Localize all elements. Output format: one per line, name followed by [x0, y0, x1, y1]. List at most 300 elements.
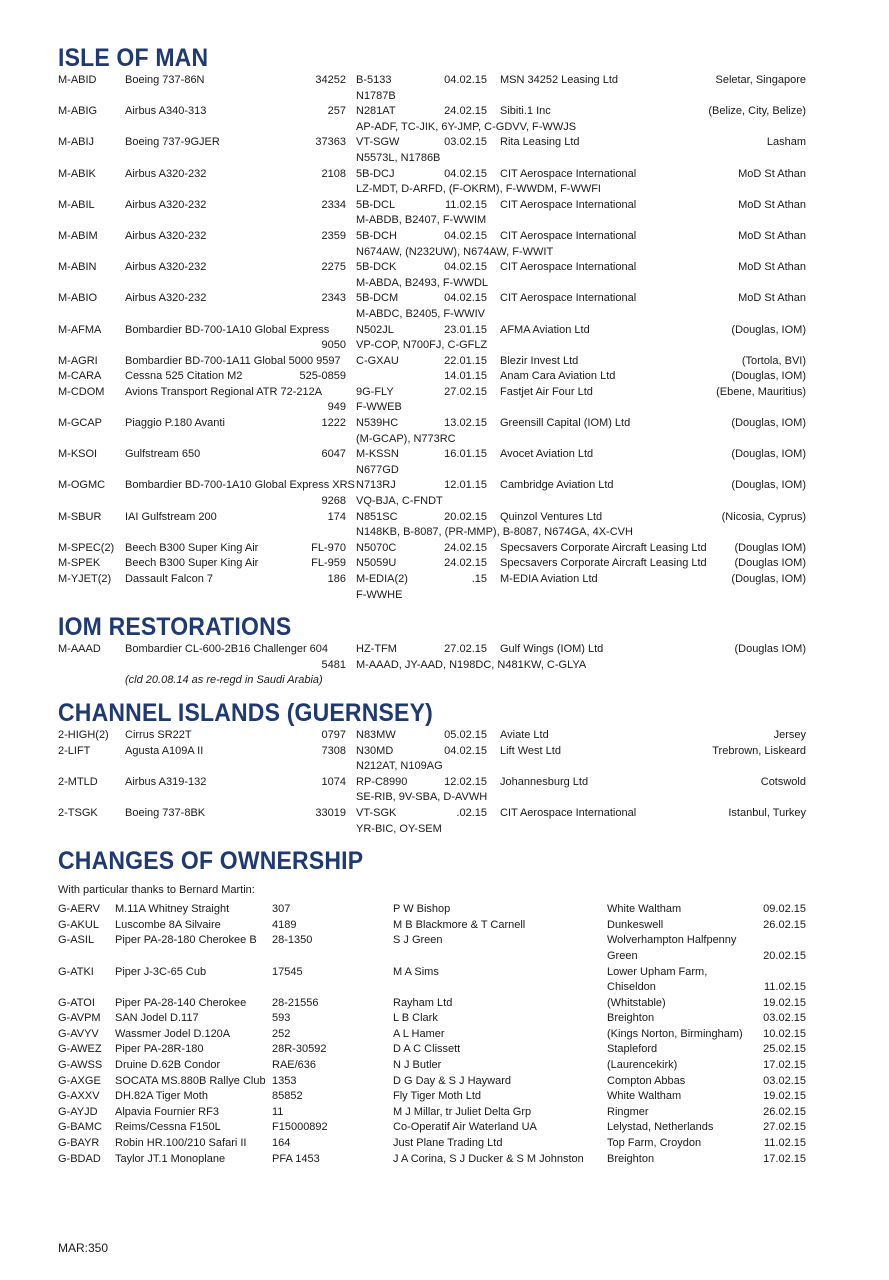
registration: M-SPEK	[58, 557, 101, 570]
previous-identities: AP-ADF, TC-JIK, 6Y-JMP, C-GDVV, F-WWJS	[356, 120, 577, 133]
constructor-number: 34252	[315, 74, 346, 86]
location: (Douglas IOM)	[734, 557, 806, 570]
location: Ringmer	[607, 1105, 649, 1118]
aircraft-type: Airbus A320-232	[125, 261, 207, 274]
owner: Cambridge Aviation Ltd	[500, 479, 614, 492]
previous-identity: N30MD	[356, 744, 394, 757]
registration: M-YJET(2)	[58, 573, 112, 585]
owner-location	[500, 369, 806, 385]
aircraft-type: Gulfstream 650	[125, 448, 201, 461]
constructor-number: 11	[272, 1105, 284, 1118]
owner: L B Clark	[393, 1012, 438, 1025]
registration: G-AKUL	[58, 918, 99, 931]
registration-date: 04.02.15	[444, 167, 487, 180]
aircraft-type: Bombardier BD-700-1A11 Global 5000 9597	[125, 354, 341, 367]
location: Breighton	[607, 1012, 655, 1025]
registration-date: 12.02.15	[444, 775, 487, 788]
previous-identity: B-5133	[356, 74, 392, 86]
owner: Avocet Aviation Ltd	[500, 448, 594, 461]
owner: Rita Leasing Ltd	[500, 136, 580, 149]
aircraft-type: Bombardier BD-700-1A10 Global Express XRS	[125, 479, 355, 492]
section-title: IOM RESTORATIONS	[58, 613, 292, 642]
owner: Blezir Invest Ltd	[500, 354, 579, 367]
registration-date: 14.01.15	[444, 370, 487, 383]
previous-identity: N502JL	[356, 323, 394, 336]
registration: G-ASIL	[58, 934, 95, 947]
location: Jersey	[773, 728, 806, 741]
previous-identity: N5070C	[356, 541, 397, 554]
constructor-number: 0797	[321, 728, 346, 741]
registration: M-CARA	[58, 370, 102, 383]
register-entry	[58, 104, 806, 135]
constructor-number: 174	[327, 510, 346, 523]
registration: M-OGMC	[58, 479, 106, 492]
constructor-number: 2334	[321, 198, 346, 211]
register-entry	[58, 642, 806, 689]
registration-date: 04.02.15	[444, 261, 487, 274]
previous-identities: (M-GCAP), N773RC	[356, 432, 456, 445]
previous-identity: HZ-TFM	[356, 643, 397, 656]
spacer	[272, 949, 393, 965]
change-date: 20.02.15	[763, 949, 806, 962]
registration-date: 13.02.15	[444, 417, 487, 430]
register-entry	[58, 806, 806, 837]
owner: Greensill Capital (IOM) Ltd	[500, 417, 631, 430]
register-entry	[58, 73, 806, 104]
owner-location	[500, 260, 806, 276]
location: Istanbul, Turkey	[728, 806, 806, 819]
constructor-number: 593	[272, 1012, 291, 1025]
constructor-number: 6047	[321, 448, 346, 461]
aircraft-type: Avions Transport Regional ATR 72-212A	[125, 385, 323, 398]
registration: M-KSOI	[58, 448, 98, 461]
registration: G-BAYR	[58, 1137, 100, 1150]
constructor-number: 9268	[321, 495, 346, 508]
aircraft-type: IAI Gulfstream 200	[125, 510, 217, 523]
owner: J A Corina, S J Ducker & S M Johnston	[393, 1152, 584, 1165]
registration: M-ABIJ	[58, 136, 95, 149]
previous-identities: M-ABDB, B2407, F-WWIM	[356, 214, 487, 227]
registration: G-AWSS	[58, 1059, 103, 1072]
previous-identity: 5B-DCL	[356, 198, 396, 211]
registration: 2-MTLD	[58, 775, 98, 788]
location: (Ebene, Mauritius)	[716, 385, 806, 398]
change-date: 17.02.15	[763, 1152, 806, 1165]
previous-identity	[356, 369, 440, 385]
owner-location	[500, 167, 806, 183]
location: (Nicosia, Cyprus)	[721, 510, 806, 523]
owner-location	[500, 291, 806, 307]
register-entry	[58, 323, 806, 354]
previous-identity: 5B-DCH	[356, 229, 397, 242]
owner: M A Sims	[393, 965, 439, 978]
registration-date: .02.15	[456, 806, 487, 819]
location: Cotswold	[760, 775, 806, 788]
previous-identities: N674AW, (N232UW), N674AW, F-WWIT	[356, 245, 554, 258]
section-title: CHANNEL ISLANDS (GUERNSEY)	[58, 698, 433, 727]
registration: G-AWEZ	[58, 1043, 102, 1056]
location: Lasham	[766, 136, 806, 149]
previous-identity: VT-SGW	[356, 136, 400, 149]
spacer	[393, 949, 607, 965]
constructor-number: 1353	[272, 1074, 297, 1087]
constructor-number: 1222	[321, 417, 346, 430]
previous-identities: VQ-BJA, C-FNDT	[356, 495, 443, 508]
constructor-number: 949	[327, 401, 346, 414]
owner-location	[500, 541, 806, 557]
location: Lower Upham Farm,	[607, 965, 708, 978]
aircraft-type: Wassmer Jodel D.120A	[115, 1027, 231, 1040]
aircraft-type: Cessna 525 Citation M2	[125, 370, 243, 383]
location: (Whitstable)	[607, 996, 666, 1009]
registration-date: 23.01.15	[444, 323, 487, 336]
register-entry	[58, 229, 806, 260]
constructor-number: 2108	[321, 167, 346, 180]
constructor-number: 252	[272, 1027, 291, 1040]
change-date: 03.02.15	[763, 1012, 806, 1025]
change-date: 25.02.15	[763, 1043, 806, 1056]
owner: Fly Tiger Moth Ltd	[393, 1090, 482, 1103]
register-list	[58, 642, 806, 689]
owner-location	[500, 416, 806, 432]
constructor-number: 5481	[321, 658, 346, 671]
constructor-number: 307	[272, 903, 291, 916]
registration-date: 11.02.15	[444, 198, 487, 211]
previous-identities: N148KB, B-8087, (PR-MMP), B-8087, N674GA, 4X-CVH	[356, 526, 633, 539]
registration: M-ABIK	[58, 167, 96, 180]
owner: N J Butler	[393, 1059, 442, 1072]
aircraft-type: Beech B300 Super King Air	[125, 541, 259, 554]
previous-identity: C-GXAU	[356, 354, 399, 367]
registration-date: 24.02.15	[444, 541, 487, 554]
registration-date: 04.02.15	[444, 292, 487, 305]
constructor-number: 2275	[321, 261, 346, 274]
constructor-number: 37363	[315, 136, 346, 149]
aircraft-type: Airbus A320-232	[125, 229, 207, 242]
register-entry	[58, 354, 806, 370]
register-entry	[58, 167, 806, 198]
previous-identities: F-WWEB	[356, 401, 402, 414]
aircraft-type: Piper PA-28-140 Cherokee	[115, 996, 247, 1009]
change-date: 10.02.15	[763, 1027, 806, 1040]
previous-identity: 5B-DCM	[356, 292, 399, 305]
previous-identity: 5B-DCK	[356, 261, 397, 274]
location: Trebrown, Liskeard	[712, 744, 806, 757]
register-entry	[58, 556, 806, 572]
register-entry	[58, 510, 806, 541]
previous-identities: M-AAAD, JY-AAD, N198DC, N481KW, C-GLYA	[356, 658, 587, 671]
change-date: 27.02.15	[763, 1121, 806, 1134]
constructor-number: FL-970	[311, 541, 346, 554]
register-entry	[58, 775, 806, 806]
owner: CIT Aerospace International	[500, 229, 637, 242]
registration: G-AERV	[58, 903, 100, 916]
aircraft-type: Piper J-3C-65 Cub	[115, 965, 207, 978]
previous-identity: 9G-FLY	[356, 385, 394, 398]
previous-identities: F-WWHE	[356, 588, 403, 601]
location: Breighton	[607, 1152, 655, 1165]
location: (Douglas, IOM)	[731, 417, 806, 430]
owner-location	[500, 323, 806, 339]
previous-identities: N5573L, N1786B	[356, 151, 441, 164]
owner: MSN 34252 Leasing Ltd	[500, 74, 619, 86]
location: MoD St Athan	[738, 229, 806, 242]
spacer	[393, 980, 607, 996]
registration: M-AGRI	[58, 354, 98, 367]
register-entry	[58, 541, 806, 557]
registration-date: 16.01.15	[444, 448, 487, 461]
aircraft-type: Boeing 737-9GJER	[125, 136, 220, 149]
previous-identity: N83MW	[356, 728, 396, 741]
section-isle-of-man	[58, 44, 806, 603]
owner: Specsavers Corporate Aircraft Leasing Ltd	[500, 541, 707, 554]
change-date: 17.02.15	[763, 1059, 806, 1072]
owner: M B Blackmore & T Carnell	[393, 918, 526, 931]
constructor-number: 186	[327, 573, 346, 585]
change-date: 26.02.15	[763, 918, 806, 931]
change-date: 11.02.15	[763, 981, 806, 994]
constructor-number: 257	[327, 105, 346, 118]
constructor-number: 17545	[272, 965, 303, 978]
previous-identities: YR-BIC, OY-SEM	[356, 822, 442, 835]
register-entry	[58, 291, 806, 322]
aircraft-type: Robin HR.100/210 Safari II	[115, 1137, 247, 1150]
aircraft-type: SAN Jodel D.117	[115, 1012, 199, 1025]
aircraft-type: Airbus A340-313	[125, 105, 207, 118]
constructor-number: 525-0859	[299, 370, 346, 383]
constructor-number: 33019	[315, 806, 346, 819]
location: Lelystad, Netherlands	[607, 1121, 714, 1134]
owner-location	[500, 198, 806, 214]
registration-date: 04.02.15	[444, 74, 487, 86]
aircraft-type: Piaggio P.180 Avanti	[125, 417, 225, 430]
aircraft-type: Piper PA-28R-180	[115, 1043, 204, 1056]
owner: Fastjet Air Four Ltd	[500, 385, 593, 398]
section-title: CHANGES OF OWNERSHIP	[58, 847, 364, 876]
registration-date: 27.02.15	[444, 643, 487, 656]
owner: CIT Aerospace International	[500, 167, 637, 180]
registration: 2-LIFT	[58, 744, 91, 757]
owner-location	[500, 572, 806, 588]
registration-date: 04.02.15	[444, 229, 487, 242]
owner: S J Green	[393, 934, 443, 947]
aircraft-type: Boeing 737-86N	[125, 74, 205, 86]
aircraft-type: Dassault Falcon 7	[125, 573, 214, 585]
constructor-number: 2359	[321, 229, 346, 242]
owner-location	[500, 478, 806, 494]
owner: Aviate Ltd	[500, 728, 549, 741]
section-ownership	[58, 847, 806, 1167]
aircraft-type: M.11A Whitney Straight	[115, 903, 230, 916]
owner-location	[500, 510, 806, 526]
aircraft-type: Bombardier CL-600-2B16 Challenger 604	[125, 643, 329, 656]
register-entry	[58, 260, 806, 291]
registration-date: 22.01.15	[444, 354, 487, 367]
registration: G-ATKI	[58, 965, 94, 978]
location: (Belize, City, Belize)	[708, 105, 806, 118]
previous-identity: VT-SGK	[356, 806, 397, 819]
owner-location	[500, 556, 806, 572]
location: (Tortola, BVI)	[741, 354, 806, 367]
owner: Co-Operatif Air Waterland UA	[393, 1121, 537, 1134]
registration-date: 20.02.15	[444, 510, 487, 523]
register-entry	[58, 478, 806, 509]
registration: G-BDAD	[58, 1152, 101, 1165]
constructor-number: 1074	[321, 775, 346, 788]
registration: 2-TSGK	[58, 806, 98, 819]
registration: M-ABIG	[58, 105, 98, 118]
location: (Douglas, IOM)	[731, 370, 806, 383]
previous-identity: N281AT	[356, 105, 396, 118]
owner: M-EDIA Aviation Ltd	[500, 573, 598, 585]
owner: CIT Aerospace International	[500, 806, 637, 819]
note: (cld 20.08.14 as re-regd in Saudi Arabia)	[125, 674, 323, 687]
location: Compton Abbas	[607, 1074, 686, 1087]
location: Green	[607, 949, 638, 962]
owner-location	[500, 229, 806, 245]
registration: M-ABIM	[58, 229, 98, 242]
aircraft-type: Airbus A320-232	[125, 292, 207, 305]
spacer	[272, 980, 393, 996]
register-entry	[58, 572, 806, 603]
change-date	[757, 965, 806, 981]
previous-identity: N851SC	[356, 510, 398, 523]
owner: Sibiti.1 Inc	[500, 105, 551, 118]
register-entry	[58, 416, 806, 447]
location: (Douglas, IOM)	[731, 448, 806, 461]
owner: Gulf Wings (IOM) Ltd	[500, 643, 604, 656]
owner-location	[500, 135, 806, 151]
owner-location	[500, 354, 806, 370]
previous-identities: SE-RIB, 9V-SBA, D-AVWH	[356, 791, 488, 804]
register-entry	[58, 369, 806, 385]
section-title: ISLE OF MAN	[58, 44, 209, 72]
registration: G-ATOI	[58, 996, 95, 1009]
register-list	[58, 728, 806, 837]
constructor-number: 28-21556	[272, 996, 319, 1009]
location: Chiseldon	[607, 981, 656, 994]
owner: Rayham Ltd	[393, 996, 453, 1009]
register-entry	[58, 447, 806, 478]
location: (Douglas, IOM)	[731, 323, 806, 336]
owner-location	[500, 728, 806, 744]
owner: CIT Aerospace International	[500, 261, 637, 274]
location: MoD St Athan	[738, 198, 806, 211]
owner-location	[500, 806, 806, 822]
location: Seletar, Singapore	[715, 74, 806, 86]
registration: G-AVYV	[58, 1027, 99, 1040]
constructor-number: 28-1350	[272, 934, 313, 947]
owner-location	[500, 744, 806, 760]
owner-location	[500, 385, 806, 401]
registration: M-GCAP	[58, 417, 102, 430]
owner-location	[500, 775, 806, 791]
register-entry	[58, 728, 806, 744]
aircraft-type: Agusta A109A II	[125, 744, 204, 757]
registration: 2-HIGH(2)	[58, 728, 109, 741]
aircraft-type: DH.82A Tiger Moth	[115, 1090, 208, 1103]
location: (Douglas, IOM)	[731, 573, 806, 585]
aircraft-type: Druine D.62B Condor	[115, 1059, 221, 1072]
registration-date: .15	[471, 573, 487, 585]
location: (Douglas, IOM)	[731, 479, 806, 492]
registration-date: 24.02.15	[444, 557, 487, 570]
owner-location	[500, 73, 806, 89]
previous-identity: M-KSSN	[356, 448, 399, 461]
constructor-number: 164	[272, 1137, 291, 1150]
aircraft-type: Beech B300 Super King Air	[125, 557, 259, 570]
constructor-number: PFA 1453	[272, 1152, 320, 1165]
previous-identity: N5059U	[356, 557, 397, 570]
registration: G-AYJD	[58, 1105, 98, 1118]
change-date: 26.02.15	[763, 1105, 806, 1118]
register-entry	[58, 198, 806, 229]
location: Wolverhampton Halfpenny	[607, 934, 737, 947]
constructor-number: 28R-30592	[272, 1043, 327, 1056]
aircraft-type: SOCATA MS.880B Rallye Club	[115, 1074, 266, 1087]
section-iom-restorations	[58, 613, 806, 689]
owner: P W Bishop	[393, 903, 451, 916]
aircraft-type: Cirrus SR22T	[125, 728, 192, 741]
aircraft-type: Airbus A319-132	[125, 775, 207, 788]
owner: A L Hamer	[393, 1027, 445, 1040]
owner: Specsavers Corporate Aircraft Leasing Ltd	[500, 557, 707, 570]
page-footer: MAR:350	[58, 1241, 109, 1255]
previous-identity: RP-C8990	[356, 775, 408, 788]
change-date: 19.02.15	[763, 1090, 806, 1103]
change-date: 09.02.15	[763, 903, 806, 916]
spacer	[58, 980, 115, 996]
aircraft-type: Bombardier BD-700-1A10 Global Express	[125, 323, 330, 336]
registration: G-BAMC	[58, 1121, 102, 1134]
section-guernsey	[58, 699, 806, 837]
previous-identities: VP-COP, N700FJ, C-GFLZ	[356, 339, 488, 352]
registration: M-ABID	[58, 74, 97, 86]
constructor-number: RAE/636	[272, 1059, 317, 1072]
registration: G-AVPM	[58, 1012, 101, 1025]
owner-location	[500, 447, 806, 463]
registration: M-AAAD	[58, 643, 101, 656]
owner-location	[500, 104, 806, 120]
owner: D A C Clissett	[393, 1043, 461, 1056]
registration-date: 04.02.15	[444, 744, 487, 757]
registration: M-ABIN	[58, 261, 97, 274]
location: White Waltham	[607, 1090, 682, 1103]
owner-location	[500, 642, 806, 658]
owner: M J Millar, tr Juliet Delta Grp	[393, 1105, 532, 1118]
constructor-number: F15000892	[272, 1121, 328, 1134]
registration-date: 12.01.15	[444, 479, 487, 492]
location: MoD St Athan	[738, 261, 806, 274]
spacer	[58, 949, 115, 965]
registration-date: 27.02.15	[444, 385, 487, 398]
owner: Quinzol Ventures Ltd	[500, 510, 603, 523]
register-list	[58, 73, 806, 603]
previous-identities: M-ABDA, B2493, F-WWDL	[356, 276, 489, 289]
owner: CIT Aerospace International	[500, 198, 637, 211]
location: (Douglas IOM)	[734, 541, 806, 554]
register-entry	[58, 135, 806, 166]
location: Top Farm, Croydon	[607, 1137, 702, 1150]
registration: M-SBUR	[58, 510, 102, 523]
location: Stapleford	[607, 1043, 658, 1056]
aircraft-type: Airbus A320-232	[125, 167, 207, 180]
registration: M-CDOM	[58, 385, 105, 398]
change-date: 03.02.15	[763, 1074, 806, 1087]
previous-identities: N212AT, N109AG	[356, 760, 443, 773]
constructor-number: 4189	[272, 918, 297, 931]
aircraft-type: Reims/Cessna F150L	[115, 1121, 221, 1134]
